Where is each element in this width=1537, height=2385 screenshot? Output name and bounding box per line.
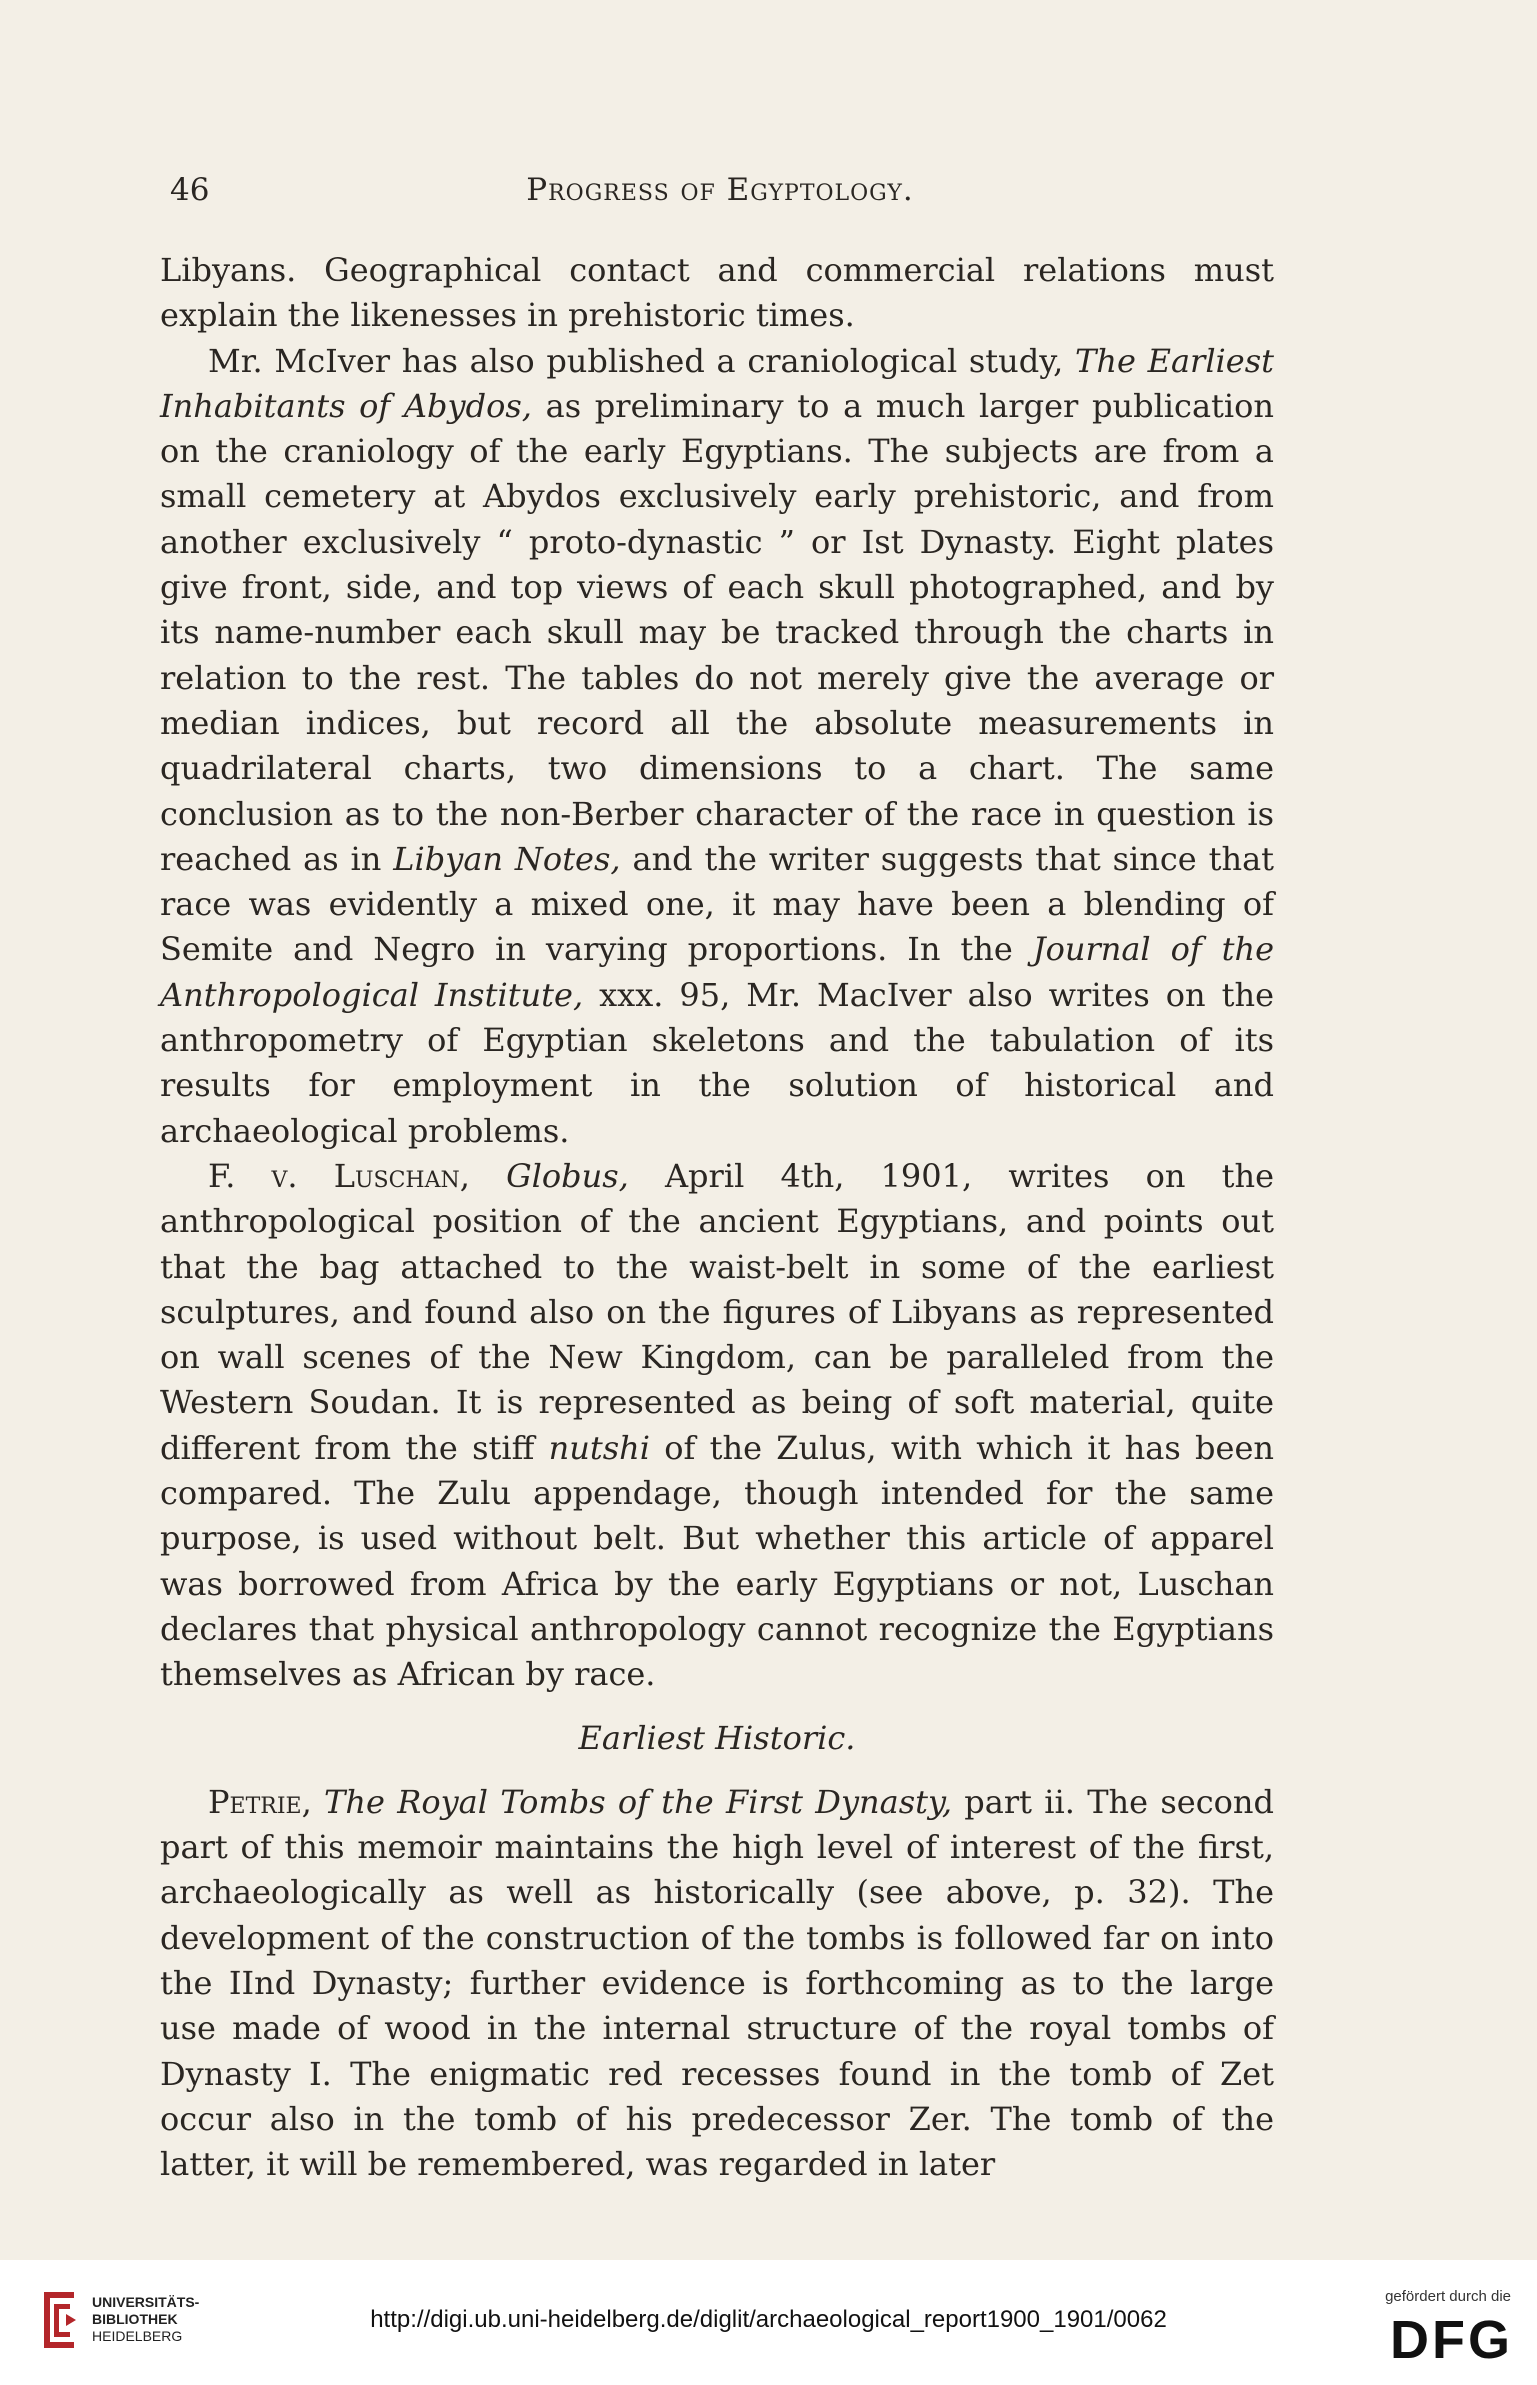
title-globus: Globus,	[506, 1156, 629, 1195]
library-line-1: UNIVERSITÄTS-	[92, 2294, 200, 2310]
body-text	[160, 248, 1274, 2187]
paragraph-luschan	[160, 1154, 1274, 1698]
author-luschan: F. v. Luschan,	[208, 1156, 470, 1195]
page-header	[170, 172, 1270, 222]
title-libyan-notes: Libyan Notes,	[393, 839, 621, 878]
text-run: April 4th, 1901, writes on the anthropological position of the ancient Egyptians, and points out that the bag attached to the waist-belt in some of the earliest sculptures, and found also on the figures of Libyans as represented on wall scenes of the New Kingdom, can be paralleled from the Western Soudan. It is represented as being of soft material, quite different from the stiff	[160, 1156, 1275, 1467]
text-run: xxx. 95, Mr. MacIver also writes on the anthropometry of Egyptian skeletons and the tabulation of its results for employment in the solution of historical and archaeological problems.	[160, 975, 1275, 1150]
dfg-logo: DFG	[1390, 2310, 1513, 2370]
library-line-2: BIBLIOTHEK	[92, 2311, 178, 2327]
author-petrie: Petrie,	[208, 1782, 312, 1821]
text-run: Mr. McIver has also published a craniological study,	[208, 341, 1075, 380]
footer-bar	[0, 2260, 1537, 2385]
permalink-url[interactable]: http://digi.ub.uni-heidelberg.de/diglit/archaeological_report1900_1901/0062	[370, 2306, 1167, 2333]
page-number: 46	[170, 172, 210, 208]
text-run: part ii. The second part of this memoir maintains the high level of interest of the first, archaeologically as well as historically (see above, p. 32). The development of the construction of the tombs is followed far on into the IInd Dynasty; further evidence is forthcoming as to the large use made of wood in the internal structure of the royal tombs of Dynasty I. The enigmatic red recesses found in the tomb of Zet occur also in the tomb of his predecessor Zer. The tomb of the latter, it will be remembered, was regarded in later	[160, 1782, 1274, 2184]
title-royal-tombs: The Royal Tombs of the First Dynasty,	[324, 1782, 952, 1821]
paragraph-mciver	[160, 339, 1274, 1154]
running-title: Progress of Egyptology.	[526, 172, 914, 208]
word-nutshi: nutshi	[548, 1428, 650, 1467]
title-journal: Journal of the Anthropological Institute,	[160, 930, 1275, 1014]
text-run: of the Zulus, with which it has been compared. The Zulu appendage, though intended for the same purpose, is used without belt. But whether this article of apparel was borrowed from Africa by the early Egyptians or not, Luschan declares that physical anthropology cannot recognize the Egyptians themselves as African by race.	[160, 1428, 1274, 1694]
title-earliest-inhabitants: The Earliest Inhabitants of Abydos,	[160, 341, 1275, 425]
text-run: as preliminary to a much larger publication on the craniology of the early Egyptians. The subjects are from a small cemetery at Abydos exclusively early prehistoric, and from another exclusively “ proto-dynastic ” or Ist Dynasty. Eight plates give front, side, and top views of each skull photographed, and by its name-number each skull may be tracked through the charts in relation to the rest. The tables do not merely give the average or median indices, but record all the absolute measurements in quadrilateral charts, two dimensions to a chart. The same conclusion as to the non-Berber character of the race in question is reached as in	[160, 386, 1275, 878]
paragraph-petrie	[160, 1780, 1274, 2188]
library-line-3: HEIDELBERG	[92, 2328, 183, 2344]
section-heading: Earliest Historic.	[578, 1718, 856, 1757]
paragraph-libyans: Libyans. Geographical contact and commercial relations must explain the likenesses in prehistoric times.	[160, 251, 1274, 335]
funding-caption: gefördert durch die	[1385, 2288, 1511, 2305]
text-run: and the writer suggests that since that race was evidently a mixed one, it may have been a blending of Semite and Negro in varying proportions. In the	[160, 839, 1275, 969]
